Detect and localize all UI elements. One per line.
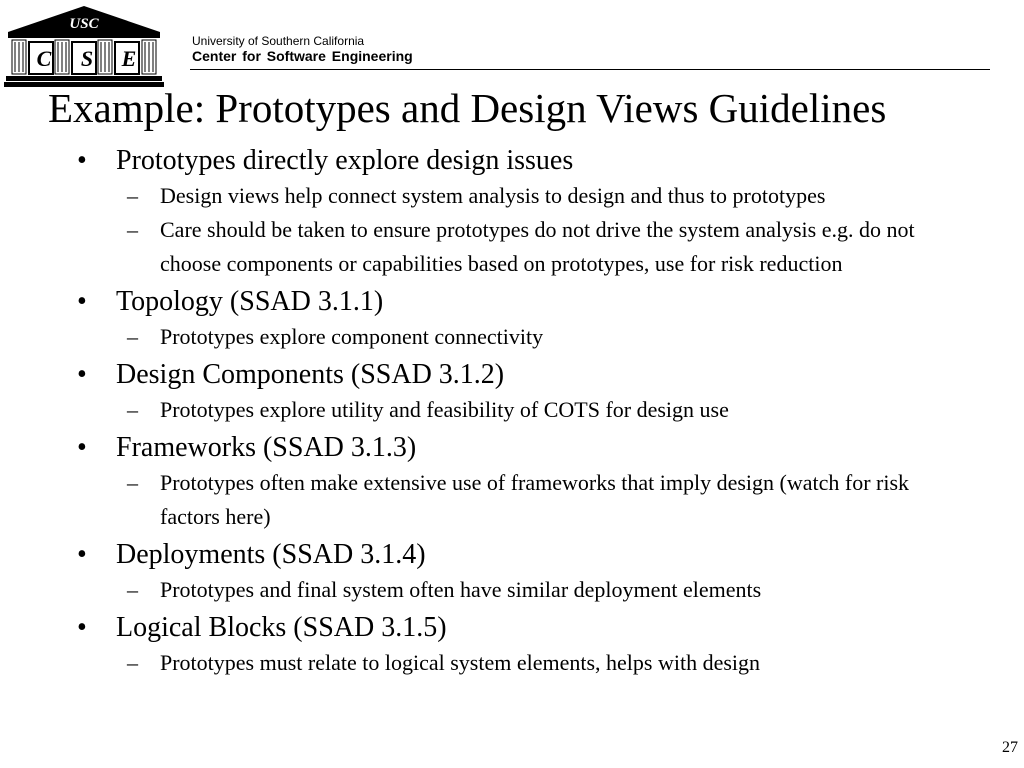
dash-marker: – bbox=[127, 324, 138, 349]
bullet-item bbox=[0, 610, 1000, 680]
bullet-marker: • bbox=[77, 612, 87, 643]
sub-point bbox=[0, 213, 1000, 281]
dash-marker: – bbox=[127, 470, 138, 495]
dash-marker: – bbox=[127, 577, 138, 602]
sub-point bbox=[0, 393, 1000, 427]
header-divider bbox=[190, 69, 990, 70]
dash-marker: – bbox=[127, 217, 138, 242]
dash-marker: – bbox=[127, 397, 138, 422]
sub-text: Care should be taken to ensure prototypes do not drive the system analysis e.g. do not choose components or capabilities based on prototypes, use for risk reduction bbox=[160, 217, 915, 276]
center-name: Center for Software Engineering bbox=[192, 48, 413, 64]
bullet-point bbox=[0, 143, 1000, 179]
university-name: University of Southern California bbox=[192, 34, 365, 48]
bullet-item bbox=[0, 357, 1000, 427]
logo-letter-c: C bbox=[36, 46, 52, 71]
dash-marker: – bbox=[127, 183, 138, 208]
bullet-item bbox=[0, 284, 1000, 354]
bullet-text: Design Components (SSAD 3.1.2) bbox=[116, 359, 505, 390]
sub-text: Prototypes often make extensive use of frameworks that imply design (watch for risk factors here) bbox=[160, 470, 910, 529]
sub-point bbox=[0, 179, 1000, 213]
bullet-point bbox=[0, 610, 1000, 646]
bullet-point bbox=[0, 284, 1000, 320]
bullet-marker: • bbox=[77, 432, 87, 463]
logo-letter-e: E bbox=[121, 46, 137, 71]
bullet-point bbox=[0, 430, 1000, 466]
logo-letter-s: S bbox=[80, 46, 94, 71]
bullet-marker: • bbox=[77, 145, 87, 176]
bullet-item bbox=[0, 143, 1000, 281]
sub-text: Prototypes and final system often have similar deployment elements bbox=[160, 577, 762, 602]
bullet-text: Deployments (SSAD 3.1.4) bbox=[116, 539, 426, 570]
sub-text: Prototypes explore component connectivity bbox=[160, 324, 544, 349]
usc-cse-logo bbox=[4, 4, 164, 88]
slide-title: Example: Prototypes and Design Views Guidelines bbox=[48, 85, 887, 131]
bullet-item bbox=[0, 537, 1000, 607]
bullet-marker: • bbox=[77, 539, 87, 570]
sub-text: Prototypes explore utility and feasibility of COTS for design use bbox=[160, 397, 729, 422]
bullet-point bbox=[0, 537, 1000, 573]
logo-usc-text: USC bbox=[69, 16, 99, 32]
dash-marker: – bbox=[127, 650, 138, 675]
sub-point bbox=[0, 646, 1000, 680]
sub-text: Prototypes must relate to logical system elements, helps with design bbox=[160, 650, 761, 675]
bullet-marker: • bbox=[77, 286, 87, 317]
sub-point bbox=[0, 320, 1000, 354]
bullet-text: Topology (SSAD 3.1.1) bbox=[116, 286, 384, 317]
bullet-text: Logical Blocks (SSAD 3.1.5) bbox=[116, 612, 447, 643]
bullet-marker: • bbox=[77, 359, 87, 390]
bullet-item bbox=[0, 430, 1000, 534]
sub-point bbox=[0, 466, 1000, 534]
sub-text: Design views help connect system analysis to design and thus to prototypes bbox=[160, 183, 826, 208]
bullet-text: Frameworks (SSAD 3.1.3) bbox=[116, 432, 417, 463]
slide-body bbox=[0, 140, 1000, 680]
bullet-point bbox=[0, 357, 1000, 393]
page-number: 27 bbox=[1002, 739, 1018, 756]
sub-point bbox=[0, 573, 1000, 607]
bullet-text: Prototypes directly explore design issues bbox=[116, 145, 574, 176]
